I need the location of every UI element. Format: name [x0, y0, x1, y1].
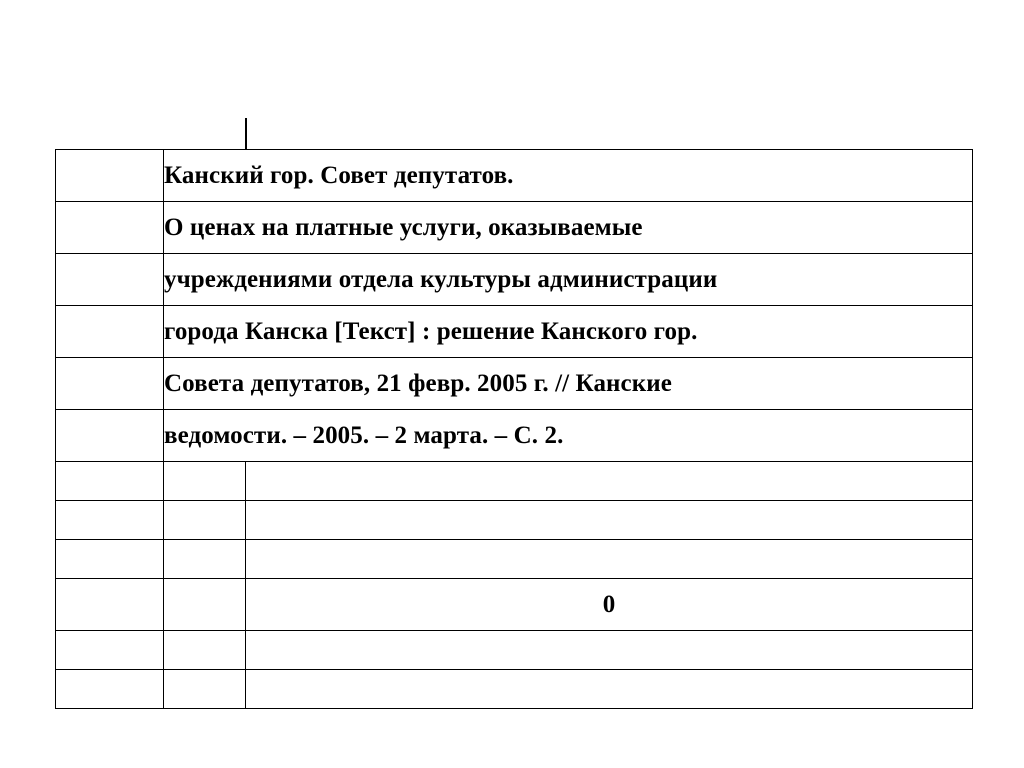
cell-left: [56, 254, 164, 306]
cell-page-number: 0: [246, 579, 973, 631]
cell-left: [56, 358, 164, 410]
cell-text: Канский гор. Совет депутатов.: [164, 150, 973, 202]
table-row: [56, 670, 973, 709]
cell-mid: [164, 631, 246, 670]
table-row: [56, 254, 973, 306]
cell-left: [56, 202, 164, 254]
cell-text: [246, 501, 973, 540]
table-row: [56, 462, 973, 501]
cell-text: ведомости. – 2005. – 2 марта. – С. 2.: [164, 410, 973, 462]
table-row: [56, 540, 973, 579]
table-row: [56, 579, 973, 631]
table-row: [56, 631, 973, 670]
cell-left: [56, 540, 164, 579]
table-row: [56, 410, 973, 462]
catalog-card-table: [55, 149, 973, 709]
cell-text: учреждениями отдела культуры администрации: [164, 254, 973, 306]
cell-mid: [164, 540, 246, 579]
table-row: [56, 358, 973, 410]
table-row: [56, 202, 973, 254]
cell-left: [56, 150, 164, 202]
cell-left: [56, 462, 164, 501]
table-row: [56, 306, 973, 358]
cell-text: города Канска [Текст] : решение Канского гор.: [164, 306, 973, 358]
cell-text: Совета депутатов, 21 февр. 2005 г. // Канские: [164, 358, 973, 410]
table-row: [56, 150, 973, 202]
cell-text: [246, 631, 973, 670]
cell-left: [56, 631, 164, 670]
cell-left: [56, 306, 164, 358]
table-row: [56, 501, 973, 540]
vertical-rule-tick: [245, 118, 247, 150]
cell-mid: [164, 462, 246, 501]
cell-left: [56, 501, 164, 540]
cell-mid: [164, 670, 246, 709]
cell-left: [56, 410, 164, 462]
cell-text: О ценах на платные услуги, оказываемые: [164, 202, 973, 254]
cell-text: [246, 462, 973, 501]
cell-mid: [164, 501, 246, 540]
cell-text: [246, 540, 973, 579]
cell-text: [246, 670, 973, 709]
cell-left: [56, 670, 164, 709]
cell-left: [56, 579, 164, 631]
cell-mid: [164, 579, 246, 631]
